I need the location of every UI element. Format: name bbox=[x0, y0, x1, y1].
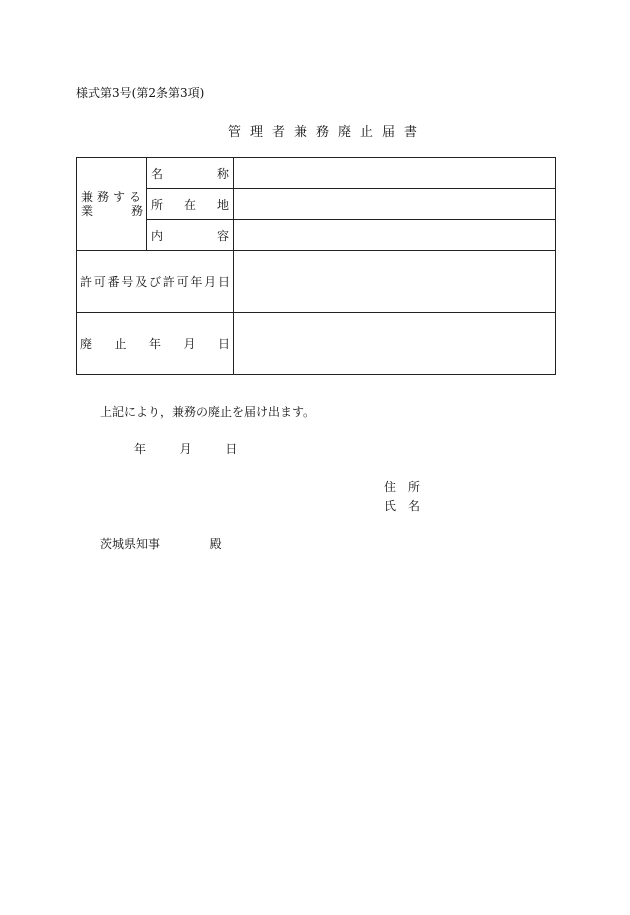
group-label-char-b: 務 bbox=[130, 204, 143, 218]
location-label-char-a: 所 bbox=[151, 197, 164, 212]
submission-date bbox=[134, 440, 237, 457]
notice-text: 上記により，兼務の廃止を届け出ます。 bbox=[100, 405, 316, 419]
form-table bbox=[76, 157, 556, 375]
date-month-label: 月 bbox=[179, 442, 192, 456]
location-label bbox=[147, 189, 234, 220]
name-label bbox=[147, 158, 234, 189]
license-label bbox=[77, 251, 234, 313]
address-label-char-b: 所 bbox=[407, 480, 420, 494]
table-row-content bbox=[77, 220, 556, 251]
group-label-line1: 兼務する bbox=[81, 190, 146, 204]
license-label-text: 許可番号及び許可年月日 bbox=[80, 275, 230, 289]
location-value-field[interactable] bbox=[234, 189, 556, 220]
name-label-char-a: 名 bbox=[151, 166, 164, 181]
address-line bbox=[384, 478, 420, 495]
date-year-label: 年 bbox=[134, 442, 147, 456]
date-day-label: 日 bbox=[225, 442, 238, 456]
table-row-name bbox=[77, 158, 556, 189]
name-label-char-b: 名 bbox=[407, 499, 420, 513]
name-line bbox=[384, 497, 420, 514]
name-label-char-a: 氏 bbox=[384, 499, 397, 513]
addressee bbox=[100, 535, 222, 552]
content-label-char-a: 内 bbox=[151, 228, 164, 243]
content-label bbox=[147, 220, 234, 251]
group-label-char-a: 業 bbox=[81, 204, 94, 218]
group-label-line2 bbox=[81, 204, 143, 218]
address-label-char-a: 住 bbox=[384, 480, 397, 494]
table-row-abolish-date bbox=[77, 313, 556, 375]
abolish-date-label-text: 廃止年月日 bbox=[80, 337, 230, 351]
form-number: 様式第3号(第2条第3項) bbox=[76, 86, 205, 100]
addressee-name: 茨城県知事 bbox=[100, 537, 161, 551]
abolish-date-label bbox=[77, 313, 234, 375]
concurrent-business-label bbox=[77, 158, 147, 251]
addressee-honorific: 殿 bbox=[209, 537, 222, 551]
location-label-char-c: 地 bbox=[216, 197, 229, 212]
table-row-location bbox=[77, 189, 556, 220]
license-value-field[interactable] bbox=[234, 251, 556, 313]
content-value-field[interactable] bbox=[234, 220, 556, 251]
document-title: 管理者兼務廃止届書 bbox=[227, 125, 426, 140]
name-label-char-b: 称 bbox=[216, 166, 229, 181]
abolish-date-value-field[interactable] bbox=[234, 313, 556, 375]
content-label-char-b: 容 bbox=[216, 228, 229, 243]
table-row-license bbox=[77, 251, 556, 313]
name-value-field[interactable] bbox=[234, 158, 556, 189]
location-label-char-b: 在 bbox=[183, 197, 196, 212]
